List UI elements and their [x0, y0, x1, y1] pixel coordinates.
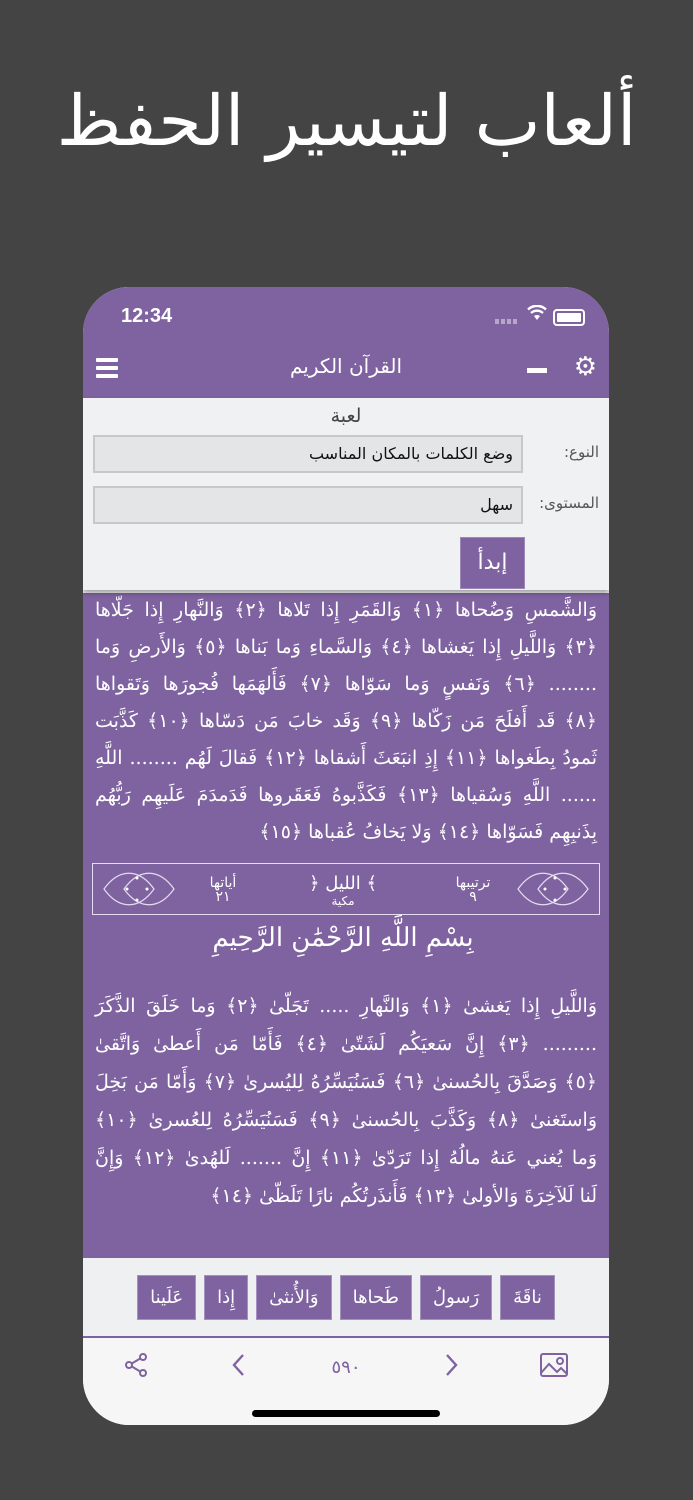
verse-line: ......... ﴿٣﴾ إِنَّ سَعيَكُم لَشَتّىٰ ﴿٤﴾ فَأَمّا مَن أَعطىٰ وَاتَّقىٰ: [95, 1033, 598, 1055]
ayat-value: ٢١: [215, 889, 231, 905]
verse-line: لَنا لَلآخِرَةَ وَالأولىٰ ﴿١٣﴾ فَأَنذَرتُكُم نارًا تَلَظّىٰ ﴿١٤﴾: [210, 1185, 597, 1207]
page-title: القرآن الكريم: [289, 354, 402, 378]
verse-line: وَما يُغني عَنهُ مالُهُ إِذا تَرَدّىٰ ﴿١١﴾ إِنَّ ....... لَلهُدىٰ ﴿١٢﴾ وَإِنَّ: [95, 1147, 597, 1169]
verse-line: بِذَنبِهِم فَسَوّاها ﴿١٤﴾ وَلا يَخافُ عُقباها ﴿١٥﴾: [259, 821, 597, 843]
game-level-select[interactable]: سهل: [93, 486, 523, 524]
game-type-label: النوع:: [563, 443, 599, 461]
minus-icon[interactable]: [527, 368, 547, 373]
order-label: ترتيبها: [455, 875, 491, 891]
status-bar: [83, 287, 609, 340]
battery-icon: [553, 309, 585, 326]
game-type-select[interactable]: وضع الكلمات بالمكان المناسب: [93, 435, 523, 473]
verse-line: وَاللَّيلِ إِذا يَغشىٰ ﴿١﴾ وَالنَّهارِ ..... تَجَلّىٰ ﴿٢﴾ وَما خَلَقَ الذَّكَرَ: [95, 995, 598, 1017]
verse-line: ........ ﴿٦﴾ وَنَفسٍ وَما سَوّاها ﴿٧﴾ فَأَلهَمَها فُجورَها وَتَقواها: [95, 673, 597, 695]
verse-line: ثَمودُ بِطَغواها ﴿١١﴾ إِذِ انبَعَثَ أَشقاها ﴿١٢﴾ فَقالَ لَهُم ........ اللَّهِ: [95, 747, 597, 769]
order-value: ٩: [469, 889, 477, 905]
word-chip[interactable]: طَحاها: [340, 1275, 412, 1320]
ayat-label: أياتها: [209, 875, 237, 891]
verse-line: وَالشَّمسِ وَضُحاها ﴿١﴾ وَالقَمَرِ إِذا تَلاها ﴿٢﴾ وَالنَّهارِ إِذا جَلّاها: [95, 599, 598, 621]
ornament-icon: [513, 868, 593, 910]
game-panel-title: لعبة: [330, 405, 362, 427]
start-button[interactable]: إبدأ: [460, 537, 525, 589]
word-chip[interactable]: ناقَةَ: [500, 1275, 555, 1320]
home-indicator[interactable]: [252, 1410, 440, 1417]
promo-title: ألعاب لتيسير الحفظ: [56, 80, 637, 162]
signal-icon: [495, 319, 519, 324]
page-number: ٥٩٠: [331, 1357, 361, 1378]
chevron-right-icon[interactable]: [441, 1352, 461, 1384]
ornament-icon: [99, 868, 179, 910]
word-chip[interactable]: وَالأُنثىٰ: [256, 1275, 331, 1320]
verse-line: وَاستَغنىٰ ﴿٨﴾ وَكَذَّبَ بِالحُسنىٰ ﴿٩﴾ فَسَنُيَسِّرُهُ لِلعُسرىٰ ﴿١٠﴾: [95, 1109, 597, 1131]
phone-screen: [83, 287, 609, 1425]
game-panel: [83, 398, 609, 590]
word-chip[interactable]: عَلَينا: [137, 1275, 196, 1320]
status-time: 12:34: [121, 305, 173, 327]
verse-line: ...... اللَّهِ وَسُقياها ﴿١٣﴾ فَكَذَّبوهُ فَعَقَروها فَدَمدَمَ عَلَيهِم رَبُّهُم: [95, 784, 597, 806]
verse-line: ﴿٥﴾ وَصَدَّقَ بِالحُسنىٰ ﴿٦﴾ فَسَنُيَسِّرُهُ لِليُسرىٰ ﴿٧﴾ وَأَمّا مَن بَخِلَ: [95, 1071, 597, 1093]
game-type-row: [93, 435, 599, 473]
surah-type: مكية: [331, 894, 355, 908]
gear-icon[interactable]: ⚙: [573, 352, 597, 382]
surah-banner: [92, 863, 600, 915]
word-bank: [83, 1258, 609, 1338]
app-header: [83, 340, 609, 398]
basmala: بِسْمِ اللَّهِ الرَّحْمَٰنِ الرَّحِيمِ: [212, 923, 474, 953]
game-level-label: المستوى:: [539, 494, 599, 512]
word-chip[interactable]: إِذا: [204, 1275, 248, 1320]
verse-line: ﴿٣﴾ وَاللَّيلِ إِذا يَغشاها ﴿٤﴾ وَالسَّماءِ وَما بَناها ﴿٥﴾ وَالأَرضِ وَما: [95, 636, 597, 658]
image-icon[interactable]: [539, 1352, 569, 1384]
quran-page: [83, 593, 609, 1258]
wifi-icon: [527, 305, 547, 326]
game-level-row: [93, 486, 599, 524]
surah-name: ﴿ الليل ﴾: [308, 873, 378, 894]
word-chip[interactable]: رَسولُ: [420, 1275, 492, 1320]
verse-line: ﴿٨﴾ قَد أَفلَحَ مَن زَكّاها ﴿٩﴾ وَقَد خابَ مَن دَسّاها ﴿١٠﴾ كَذَّبَت: [95, 710, 597, 732]
bottom-toolbar: [83, 1338, 609, 1425]
